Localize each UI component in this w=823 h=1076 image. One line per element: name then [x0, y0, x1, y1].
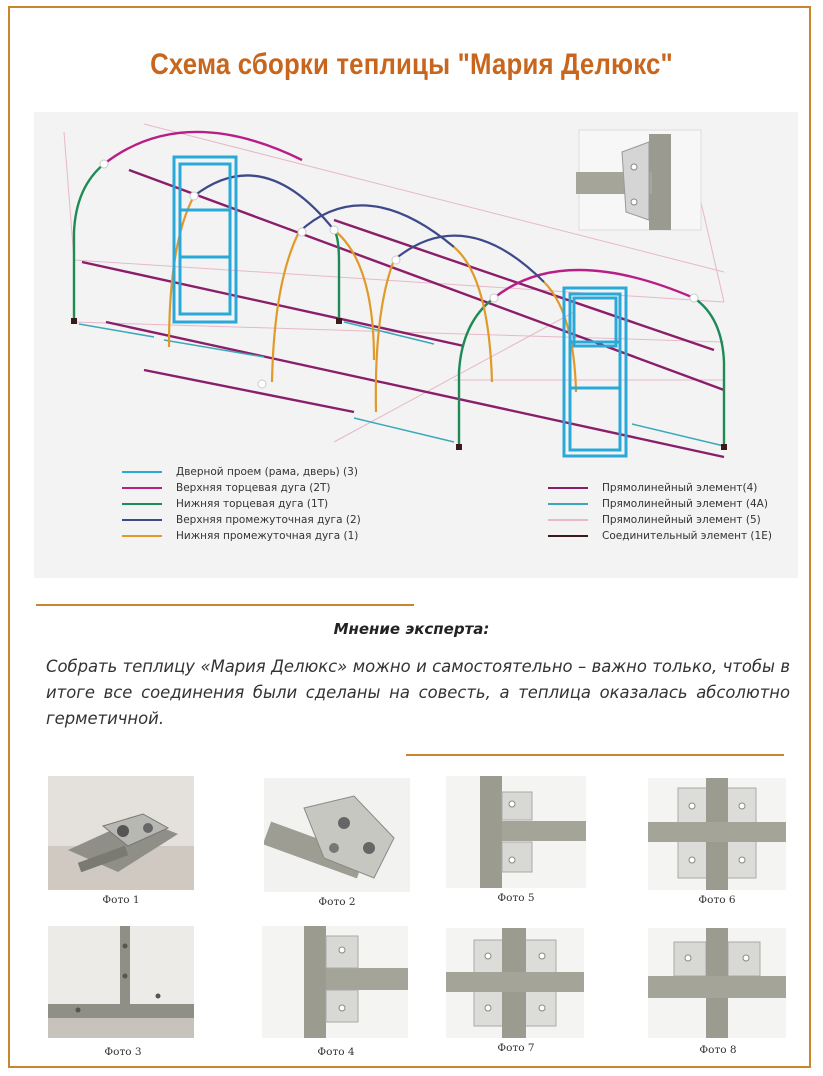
- page-title: Схема сборки теплицы "Мария Делюкс": [150, 48, 673, 81]
- photo-caption: Фото 6: [698, 894, 736, 906]
- photo-3: [48, 926, 194, 1038]
- legend-swatch: [548, 487, 588, 489]
- legend-label: Соединительный элемент (1Е): [602, 530, 772, 542]
- photo-7: [446, 928, 584, 1038]
- legend-swatch: [122, 471, 162, 473]
- photo-5: [446, 776, 586, 888]
- legend-swatch: [548, 503, 588, 505]
- expert-heading: Мнение эксперта:: [333, 620, 490, 638]
- photo-caption: Фото 4: [317, 1046, 355, 1058]
- legend-swatch: [122, 519, 162, 521]
- photo-caption: Фото 7: [497, 1042, 535, 1054]
- legend-swatch: [548, 535, 588, 537]
- divider-top: [36, 604, 414, 606]
- joint-inset-photo: [576, 130, 701, 230]
- photo-4: [262, 926, 408, 1038]
- photo-caption: Фото 5: [497, 892, 535, 904]
- legend-swatch: [122, 487, 162, 489]
- photo-caption: Фото 8: [699, 1044, 737, 1056]
- legend-label: Дверной проем (рама, дверь) (3): [176, 466, 358, 478]
- legend-swatch: [548, 519, 588, 521]
- legend-label: Верхняя промежуточная дуга (2): [176, 514, 361, 526]
- photo-caption: Фото 1: [102, 894, 140, 906]
- assembly-diagram: [34, 112, 798, 578]
- legend-label: Прямолинейный элемент (5): [602, 514, 761, 526]
- expert-text: Собрать теплицу «Мария Делюкс» можно и самостоятельно – важно только, чтобы в итоге все соединения были сделаны на совесть, а теплица оказалась абсолютно герметичной.: [46, 657, 790, 728]
- upper-mid-arcs: [194, 175, 544, 282]
- photo-1: [48, 776, 194, 890]
- legend-label: Нижняя торцевая дуга (1Т): [176, 498, 329, 510]
- legend-label: Верхняя торцевая дуга (2Т): [176, 482, 331, 494]
- photo-8: [648, 928, 786, 1038]
- door-frame-front: [174, 157, 236, 322]
- photo-6: [648, 778, 786, 890]
- photo-caption: Фото 3: [104, 1046, 142, 1058]
- photo-caption: Фото 2: [318, 896, 356, 908]
- legend-label: Прямолинейный элемент (4А): [602, 498, 768, 510]
- divider-bottom: [406, 754, 784, 756]
- photo-2: [264, 778, 410, 892]
- legend-swatch: [122, 503, 162, 505]
- door-frame-back: [564, 288, 626, 456]
- legend-label: Прямолинейный элемент(4): [602, 482, 758, 494]
- legend-swatch: [122, 535, 162, 537]
- legend-label: Нижняя промежуточная дуга (1): [176, 530, 359, 542]
